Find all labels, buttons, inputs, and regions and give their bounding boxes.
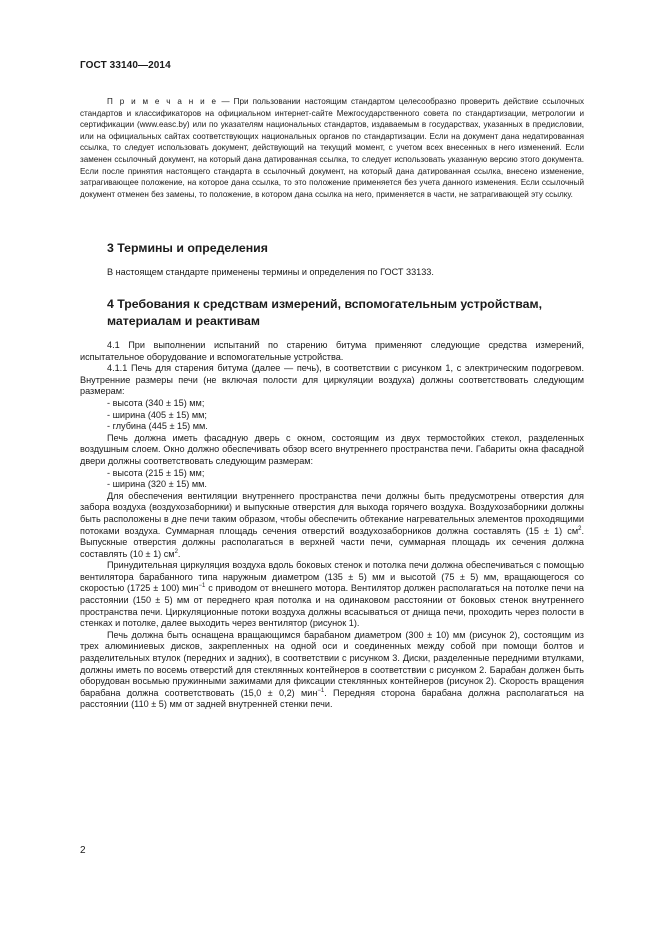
note-text: При пользовании настоящим стандартом целесообразно проверить действие ссылочных стандартов и классификаторов на официальном интернет-сайте Межгосударственного совета по стандартизации, метрологии и сертификации (www.easc.by) или по указателям национальных стандартов, издаваемым в государствах, указанных в предисловии, или на официальных сайтах соответствующих национальных органов по стандартизации. Если на документ дана недатированная ссылка, то следует использовать документ, действующий на текущий момент, с учетом всех внесенных в него изменений. Если заменен ссылочный документ, на который дана датированная ссылка, то следует использовать указанную версию этого документа. Если после принятия настоящего стандарта в ссылочный документ, на который дана датированная ссылка, внесено изменение, затрагивающее положение, на которое дана ссылка, то это положение применяется без учета данного изменения. Если ссылочный документ отменен без замены, то положение, в котором дана ссылка на него, применяется в части, не затрагивающей эту ссылку. <box>80 97 584 199</box>
section-3-heading: 3 Термины и определения <box>107 241 268 255</box>
oven-dimension-depth: - глубина (445 ± 15) мм. <box>107 421 208 432</box>
window-dimension-height: - высота (215 ± 15) мм; <box>107 467 205 478</box>
oven-dimension-height: - высота (340 ± 15) мм; <box>107 397 205 408</box>
drum-text-a: Печь должна быть оснащена вращающимся барабаном диаметром (300 ± 10) мм (рисунок 2), состоящим из трех алюминиевых дисков, закрепленных на одной оси и соединенных между собой при помощи болтов и разделительных втулок (передних и задних), в соответствии с рисунком 3. Диски, разделенные передними втулками, должны иметь по восемь отверстий для стеклянных контейнеров в соответствии с рисунком 2. Барабан должен быть оборудован восьмью пружинными зажимами для фиксации стеклянных контейнеров (рисунок 2). Скорость вращения барабана должна соответствовать (15,0 ± 0,2) мин <box>80 629 584 698</box>
oven-dimension-width: - ширина (405 ± 15) мм; <box>107 409 207 420</box>
superscript-minus-1: −1 <box>317 687 325 694</box>
ventilation-text-c: . <box>177 548 181 559</box>
drum-paragraph <box>80 630 584 711</box>
note-block <box>80 96 584 200</box>
section-3-body <box>80 267 584 279</box>
note-paragraph <box>80 96 584 200</box>
page-number: 2 <box>80 845 86 856</box>
drum-text-b: . Передняя сторона барабана должна располагаться на расстоянии (110 ± 5) мм от задней внутренней стенки печи. <box>80 687 584 710</box>
paragraph-4-1: 4.1 При выполнении испытаний по старению битума применяют следующие средства измерений, испытательное оборудование и вспомогательные устройства. <box>80 340 584 362</box>
circulation-text-a: Принудительная циркуляция воздуха вдоль боковых стенок и потолка печи должна обеспечиваться с помощью вентилятора барабанного типа наружным диаметром (135 ± 5) мм и высотой (75 ± 5) мм, вращающегося со скоростью (1725 ± 100) мин <box>80 560 584 594</box>
ventilation-text-b: . Выпускные отверстия должны располагаться в верхней части печи, суммарная площадь их сечения должна составлять (10 ± 1) см <box>80 525 584 559</box>
section-4-body <box>80 340 584 711</box>
superscript-2: 2 <box>578 525 582 532</box>
standard-header: ГОСТ 33140—2014 <box>80 60 171 71</box>
section-3-text: В настоящем стандарте применены термины и определения по ГОСТ 33133. <box>107 267 434 277</box>
section-4-heading: 4 Требования к средствам измерений, вспомогательным устройствам, материалам и реактивам <box>107 297 542 328</box>
door-paragraph: Печь должна иметь фасадную дверь с окном, состоящим из двух термостойких стекол, разделенных воздушным слоем. Окно должно обеспечивать обзор всего внутреннего пространства печи. Габариты окна фасадной двери должны соответствовать следующим размерам: <box>80 432 584 466</box>
note-dash: — <box>217 97 234 106</box>
circulation-text-b: с приводом от внешнего мотора. Вентилятор должен располагаться на потолке печи на расстоянии (150 ± 5) мм от переднего края потолка и на одинаковом расстоянии от боковых стенок внутреннего пространства печи. Циркуляционные потоки воздуха должны всасываться от днища печи, проходить через полости в стенках и потолке, далее выходить через вентилятор (рисунок 1). <box>80 583 585 629</box>
circulation-paragraph <box>80 560 584 630</box>
ventilation-text-a: Для обеспечения вентиляции внутреннего пространства печи должны быть предусмотрены отверстия для забора воздуха (воздухозаборники) и выпускные отверстия для выхода горячего воздуха. Воздухозаборники должны быть расположены в дне печи таким образом, чтобы обеспечить обтекание нагревательных элементов проходящими потоками воздуха. Суммарная площадь сечения отверстий воздухозаборников должна составлять (15 ± 1) см <box>80 490 584 536</box>
note-label: П р и м е ч а н и е <box>107 97 218 106</box>
superscript-minus-1: −1 <box>198 583 206 590</box>
ventilation-paragraph <box>80 491 584 561</box>
window-dimension-width: - ширина (320 ± 15) мм. <box>107 479 207 490</box>
superscript-2: 2 <box>174 548 178 555</box>
paragraph-4-1-1: 4.1.1 Печь для старения битума (далее — печь), в соответствии с рисунком 1, с электрическим подогревом. Внутренние размеры печи (не включая полости для циркуляции воздуха) должны соответствовать следующим размерам: <box>80 363 584 397</box>
